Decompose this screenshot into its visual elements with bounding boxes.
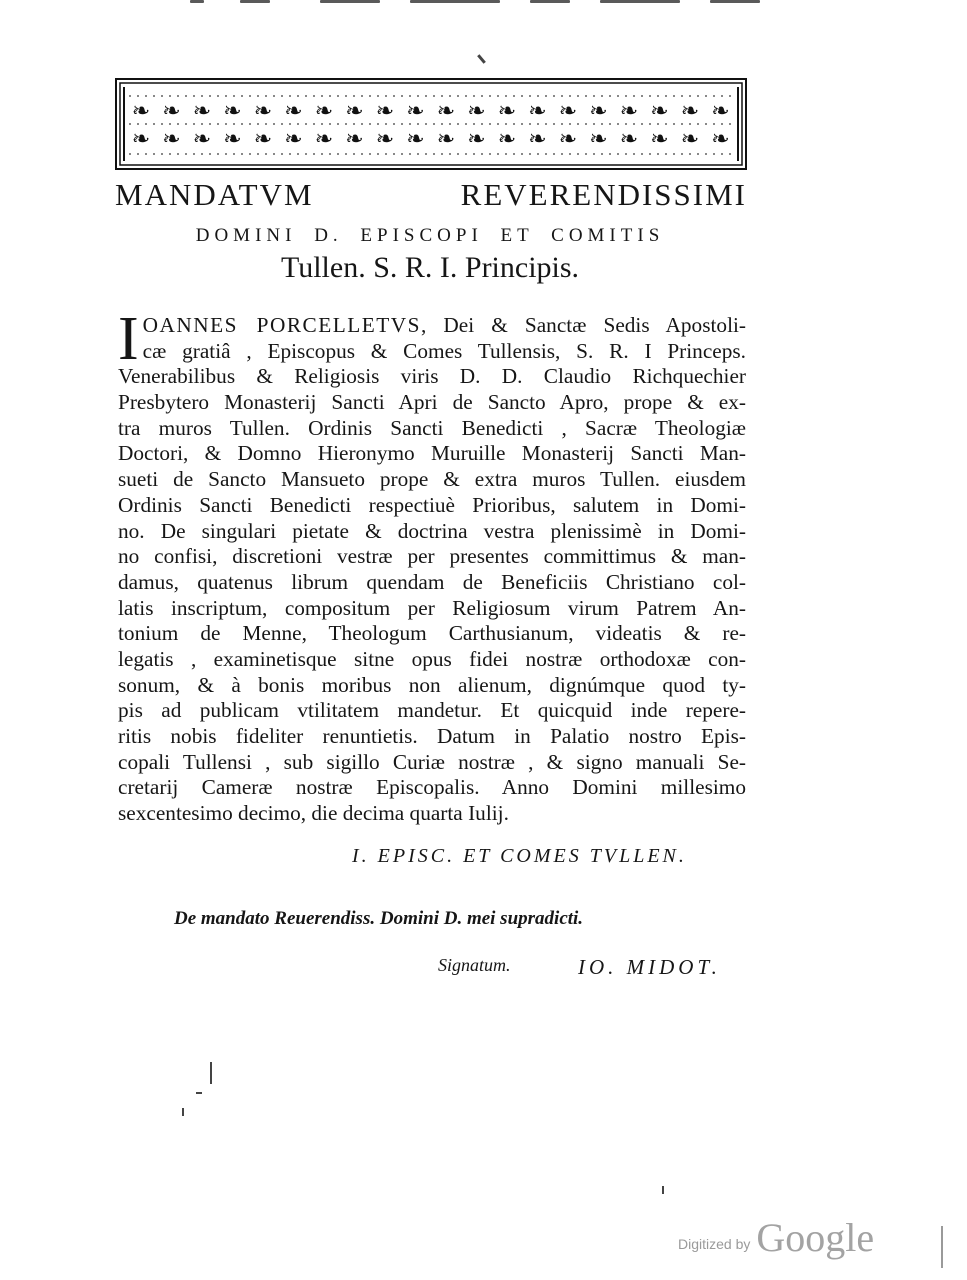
subtitle-tullen: Tullen. S. R. I. Principis. (280, 251, 580, 284)
fleuron-glyph: ❧ (650, 127, 669, 152)
fleuron-glyph: ❧ (528, 127, 547, 152)
fleuron-glyph: ❧ (467, 127, 486, 152)
fleuron-glyph: ❧ (528, 99, 547, 124)
signed-label: Signatum. (438, 955, 511, 975)
text-line: Presbytero Monasterij Sancti Apri de Sancto Apro, prope & ex- (118, 390, 746, 415)
text-line: Doctori, & Domno Hieronymo Muruille Monasterij Sancti Man- (118, 441, 746, 466)
fleuron-glyph: ❧ (314, 99, 334, 124)
fleuron-glyph: ❧ (284, 99, 303, 124)
drop-cap: I (118, 305, 139, 373)
google-logo: Google (756, 1215, 875, 1260)
text-line: sexcentesimo decimo, die decima quarta Iulij. (118, 801, 509, 826)
fleuron-glyph: ❧ (375, 99, 395, 124)
text-line: Venerabilibus & Religiosis viris D. D. Claudio Richquechier (118, 364, 746, 389)
fleuron-glyph: ❧ (711, 99, 730, 124)
fleuron-glyph: ❧ (558, 99, 578, 124)
text-line-rest: , Dei & Sanctæ Sedis Apostoli- (421, 313, 746, 337)
fleuron-glyph: ❧ (253, 99, 273, 124)
digitized-by-label: Digitized by (678, 1236, 751, 1252)
text-line: no. De singulari pietate & doctrina vestra plenissimè in Domi- (118, 518, 746, 543)
text-line: copali Tullensi , sub sigillo Curiæ nostræ , & signo manuali Se- (118, 749, 746, 774)
text-line: damus, quatenus librum quendam de Beneficiis Christiano col- (118, 569, 746, 594)
text-line: tra muros Tullen. Ordinis Sancti Benedicti , Sacræ Theologiæ (118, 415, 746, 440)
fleuron-glyph: ❧ (680, 99, 700, 124)
fleuron-glyph: ❧ (192, 99, 212, 124)
fleuron-glyph: ❧ (467, 99, 486, 124)
text-line: Ordinis Sancti Benedicti respectiuè Prioribus, salutem in Domi- (118, 492, 746, 517)
bishop-signature: I. EPISC. ET COMES TVLLEN. (352, 845, 687, 867)
secretary-signature: IO. MIDOT. (578, 955, 721, 979)
fleuron-glyph: ❧ (589, 127, 608, 152)
digitized-watermark (678, 1214, 874, 1258)
fleuron-glyph: ❧ (162, 99, 181, 124)
fleuron-glyph: ❧ (680, 127, 700, 152)
fleuron-glyph: ❧ (497, 99, 517, 124)
bleed-through-marks (170, 0, 790, 8)
fleuron-glyph: ❧ (131, 127, 151, 152)
fleuron-glyph: ❧ (497, 127, 517, 152)
fleuron-glyph: ❧ (619, 127, 639, 152)
title-mandatum: MANDATVM REVERENDISSIMI (115, 177, 747, 212)
text-line: cretarij Cameræ nostræ Episcopalis. Anno Domini millesimo (118, 775, 746, 800)
fleuron-glyph: ❧ (436, 99, 456, 124)
ornamental-border (115, 78, 747, 170)
fleuron-glyph: ❧ (162, 127, 181, 152)
fleuron-glyph: ❧ (619, 99, 639, 124)
text-line: sonum, & à bonis moribus non alienum, dignúmque quod ty- (118, 672, 746, 697)
fleuron-glyph: ❧ (284, 127, 303, 152)
fleuron-glyph: ❧ (223, 127, 242, 152)
fleuron-glyph: ❧ (558, 127, 578, 152)
fleuron-glyph: ❧ (345, 99, 364, 124)
fleuron-glyph: ❧ (131, 99, 151, 124)
subtitle-domini: DOMINI D. EPISCOPI ET COMITIS (195, 225, 665, 246)
fleuron-glyph: ❧ (375, 127, 395, 152)
text-line: ritis nobis fideliter renuntietis. Datum in Palatio nostro Epis- (118, 724, 746, 748)
fleuron-glyph: ❧ (589, 99, 608, 124)
fleuron-glyph: ❧ (711, 127, 730, 152)
fleuron-glyph: ❧ (406, 99, 425, 124)
text-line: sueti de Sancto Mansueto prope & extra muros Tullen. eiusdem (118, 467, 746, 492)
fleuron-glyph: ❧ (253, 127, 273, 152)
text-line: no confisi, discretioni vestræ per presentes committimus & man- (118, 544, 746, 569)
text-line: legatis , examinetisque sitne opus fidei nostræ orthodoxæ con- (118, 646, 746, 671)
fleuron-glyph: ❧ (650, 99, 669, 124)
fleuron-glyph: ❧ (314, 127, 334, 152)
text-lines (118, 364, 746, 826)
mandate-note: De mandato Reuerendiss. Domini D. mei supradicti. (174, 908, 584, 929)
mandate-text (118, 305, 746, 827)
ornament-graphic (115, 78, 747, 170)
text-line: latis inscriptum, compositum per Religiosum virum Patrem An- (118, 595, 746, 620)
text-line: tonium de Menne, Theologum Carthusianum, videatis & re- (118, 621, 746, 646)
first-word: OANNES PORCELLETVS (142, 313, 422, 337)
text-line (118, 313, 746, 339)
text-line: cæ gratiâ , Episcopus & Comes Tullensis, S. R. I Princeps. (142, 338, 746, 363)
fleuron-glyph: ❧ (223, 99, 242, 124)
fleuron-glyph: ❧ (345, 127, 364, 152)
fleuron-glyph: ❧ (436, 127, 456, 152)
fleuron-glyph: ❧ (192, 127, 212, 152)
text-line: pis ad publicam vtilitatem mandetur. Et quicquid inde repere- (118, 698, 746, 723)
fleuron-glyph: ❧ (406, 127, 425, 152)
